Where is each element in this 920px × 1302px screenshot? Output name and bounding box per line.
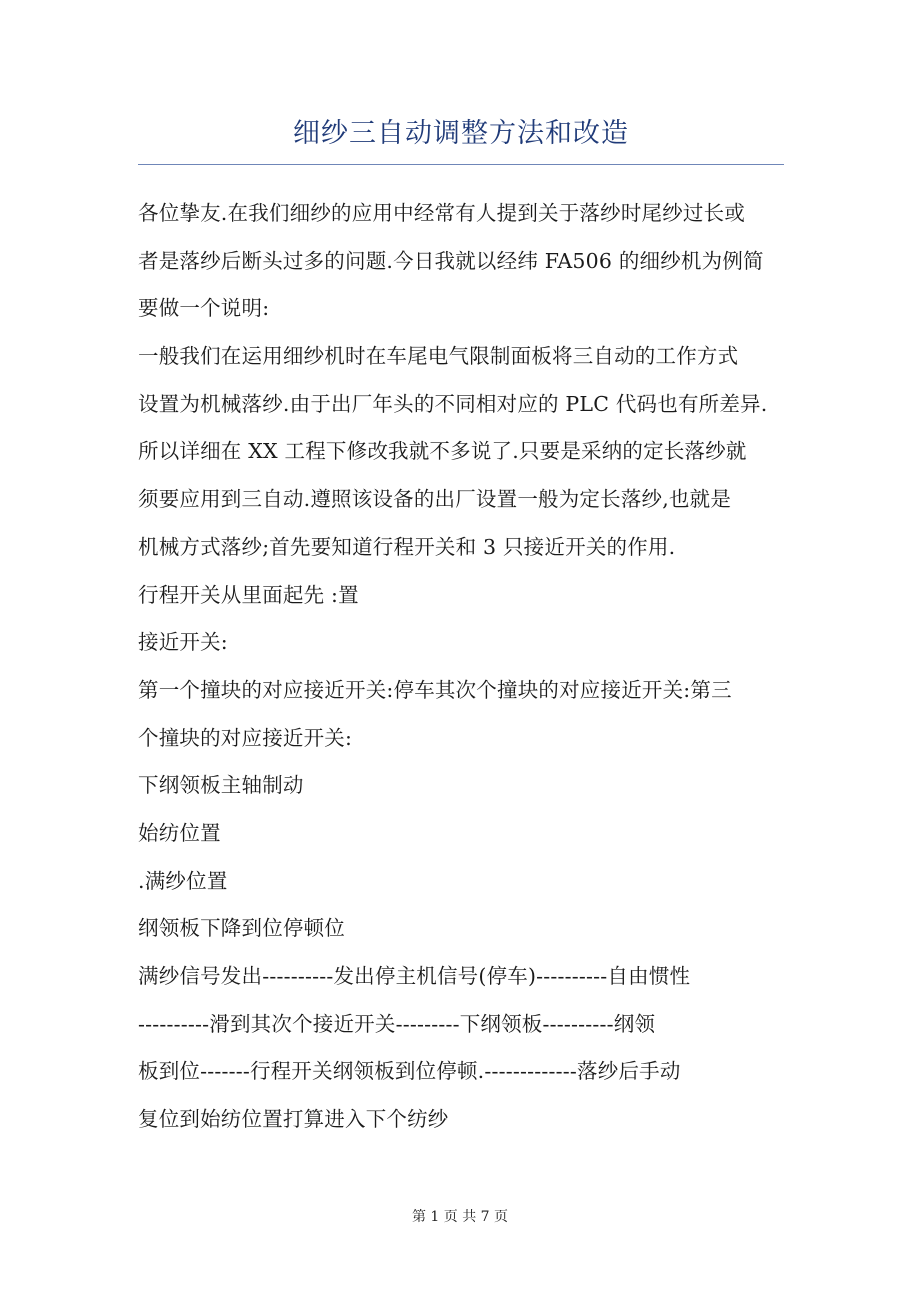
text-line: 各位挚友.在我们细纱的应用中经常有人提到关于落纱时尾纱过长或 bbox=[138, 201, 746, 225]
page-footer: 第 1 页 共 7 页 bbox=[411, 1209, 509, 1225]
text-line: 者是落纱后断头过多的问题.今日我就以经纬 FA506 的细纱机为例简 bbox=[138, 248, 764, 273]
text-line: .满纱位置 bbox=[138, 868, 228, 893]
text-line: 板到位-------行程开关纲领板到位停顿.-------------落纱后手动 bbox=[138, 1059, 681, 1084]
text-line: 满纱信号发出----------发出停主机信号(停车)----------自由惯性 bbox=[138, 964, 691, 988]
text-line: 接近开关: bbox=[138, 630, 228, 655]
text-line: 复位到始纺位置打算进入下个纺纱 bbox=[138, 1107, 449, 1132]
text-line: 始纺位置 bbox=[138, 820, 221, 845]
text-line: 所以详细在 XX 工程下修改我就不多说了.只要是采纳的定长落纱就 bbox=[138, 439, 747, 464]
document-body bbox=[138, 190, 788, 1144]
text-line: 纲领板下降到位停顿位 bbox=[138, 916, 345, 941]
text-line: ----------滑到其次个接近开关---------下纲领板----------纲领 bbox=[138, 1011, 656, 1036]
text-line: 设置为机械落纱.由于出厂年头的不同相对应的 PLC 代码也有所差异. bbox=[138, 391, 768, 416]
text-line: 须要应用到三自动.遵照该设备的出厂设置一般为定长落纱,也就是 bbox=[138, 487, 732, 512]
text-line: 一般我们在运用细纱机时在车尾电气限制面板将三自动的工作方式 bbox=[138, 344, 739, 369]
text-line: 个撞块的对应接近开关: bbox=[138, 725, 353, 750]
text-line: 第一个撞块的对应接近开关:停车其次个撞块的对应接近开关:第三 bbox=[138, 677, 732, 702]
text-line: 要做一个说明: bbox=[138, 296, 270, 321]
text-line: 机械方式落纱;首先要知道行程开关和 3 只接近开关的作用. bbox=[138, 534, 676, 559]
title-divider bbox=[138, 164, 784, 165]
page-title: 细纱三自动调整方法和改造 bbox=[293, 118, 629, 149]
text-line: 下纲领板主轴制动 bbox=[138, 773, 304, 798]
text-line: 行程开关从里面起先 :置 bbox=[138, 582, 359, 607]
